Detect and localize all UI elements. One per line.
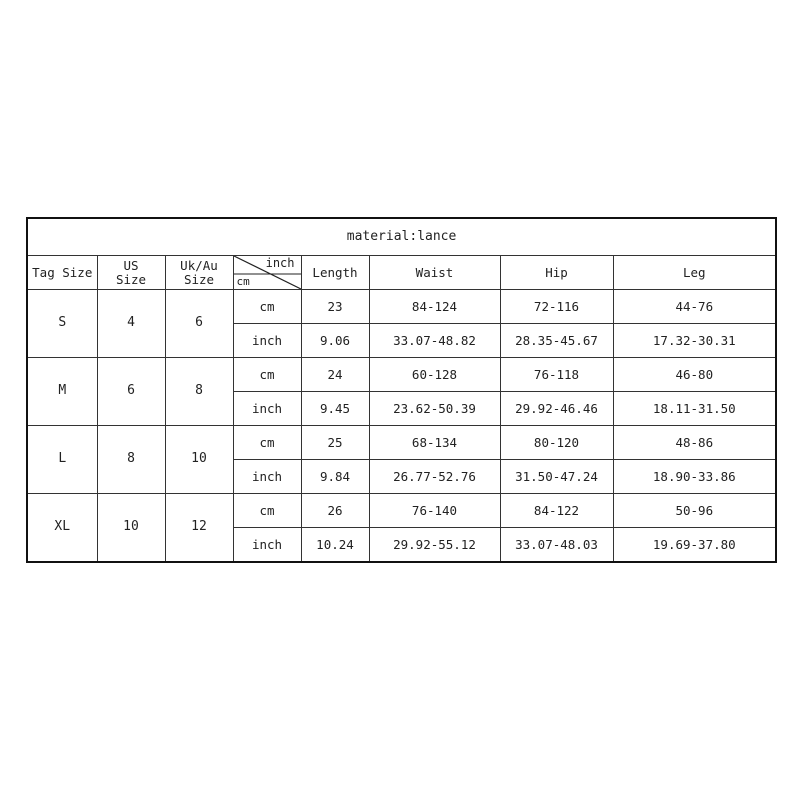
length-cell: 24: [301, 358, 369, 392]
tag-size-cell: XL: [27, 494, 97, 563]
leg-cell: 18.90-33.86: [613, 460, 776, 494]
header-uk-au-size-line2: Size: [183, 271, 215, 287]
length-cell: 9.45: [301, 392, 369, 426]
leg-cell: 46-80: [613, 358, 776, 392]
header-tag-size: Tag Size: [27, 256, 97, 290]
header-us-size: [97, 256, 165, 290]
waist-cell: 68-134: [369, 426, 500, 460]
leg-cell: 17.32-30.31: [613, 324, 776, 358]
hip-cell: 80-120: [500, 426, 613, 460]
uk-au-size-cell: 10: [165, 426, 233, 494]
table-row: [27, 494, 776, 528]
header-uk-au-size: [165, 256, 233, 290]
header-unit-diagonal: [233, 256, 301, 290]
header-leg: Leg: [613, 256, 776, 290]
hip-cell: 29.92-46.46: [500, 392, 613, 426]
uk-au-size-cell: 8: [165, 358, 233, 426]
table-row: [27, 426, 776, 460]
leg-cell: 48-86: [613, 426, 776, 460]
table-row: [27, 358, 776, 392]
uk-au-size-cell: 6: [165, 290, 233, 358]
us-size-cell: 8: [97, 426, 165, 494]
header-row: [27, 256, 776, 290]
unit-cell: cm: [233, 426, 301, 460]
unit-cell: inch: [233, 392, 301, 426]
unit-cell: cm: [233, 358, 301, 392]
hip-cell: 84-122: [500, 494, 613, 528]
waist-cell: 76-140: [369, 494, 500, 528]
table-title: material:lance: [27, 218, 776, 256]
length-cell: 23: [301, 290, 369, 324]
header-inch-label: inch: [265, 256, 295, 270]
header-hip: Hip: [500, 256, 613, 290]
tag-size-cell: S: [27, 290, 97, 358]
leg-cell: 50-96: [613, 494, 776, 528]
unit-cell: cm: [233, 290, 301, 324]
us-size-cell: 6: [97, 358, 165, 426]
hip-cell: 31.50-47.24: [500, 460, 613, 494]
header-uk-au-size-line1: Uk/Au: [180, 257, 218, 273]
waist-cell: 33.07-48.82: [369, 324, 500, 358]
waist-cell: 84-124: [369, 290, 500, 324]
waist-cell: 23.62-50.39: [369, 392, 500, 426]
length-cell: 9.84: [301, 460, 369, 494]
header-cm-label: cm: [236, 274, 250, 288]
title-row: [27, 218, 776, 256]
table-row: [27, 290, 776, 324]
tag-size-cell: M: [27, 358, 97, 426]
leg-cell: 44-76: [613, 290, 776, 324]
hip-cell: 33.07-48.03: [500, 528, 613, 563]
hip-cell: 76-118: [500, 358, 613, 392]
uk-au-size-cell: 12: [165, 494, 233, 563]
unit-cell: cm: [233, 494, 301, 528]
header-length: Length: [301, 256, 369, 290]
length-cell: 10.24: [301, 528, 369, 563]
length-cell: 9.06: [301, 324, 369, 358]
hip-cell: 72-116: [500, 290, 613, 324]
size-chart-table: [26, 217, 777, 563]
unit-cell: inch: [233, 324, 301, 358]
us-size-cell: 4: [97, 290, 165, 358]
unit-cell: inch: [233, 460, 301, 494]
tag-size-cell: L: [27, 426, 97, 494]
leg-cell: 19.69-37.80: [613, 528, 776, 563]
header-us-size-line1: US: [123, 257, 139, 273]
waist-cell: 26.77-52.76: [369, 460, 500, 494]
length-cell: 26: [301, 494, 369, 528]
us-size-cell: 10: [97, 494, 165, 563]
header-us-size-line2: Size: [115, 271, 147, 287]
waist-cell: 60-128: [369, 358, 500, 392]
leg-cell: 18.11-31.50: [613, 392, 776, 426]
hip-cell: 28.35-45.67: [500, 324, 613, 358]
unit-cell: inch: [233, 528, 301, 563]
header-waist: Waist: [369, 256, 500, 290]
waist-cell: 29.92-55.12: [369, 528, 500, 563]
length-cell: 25: [301, 426, 369, 460]
